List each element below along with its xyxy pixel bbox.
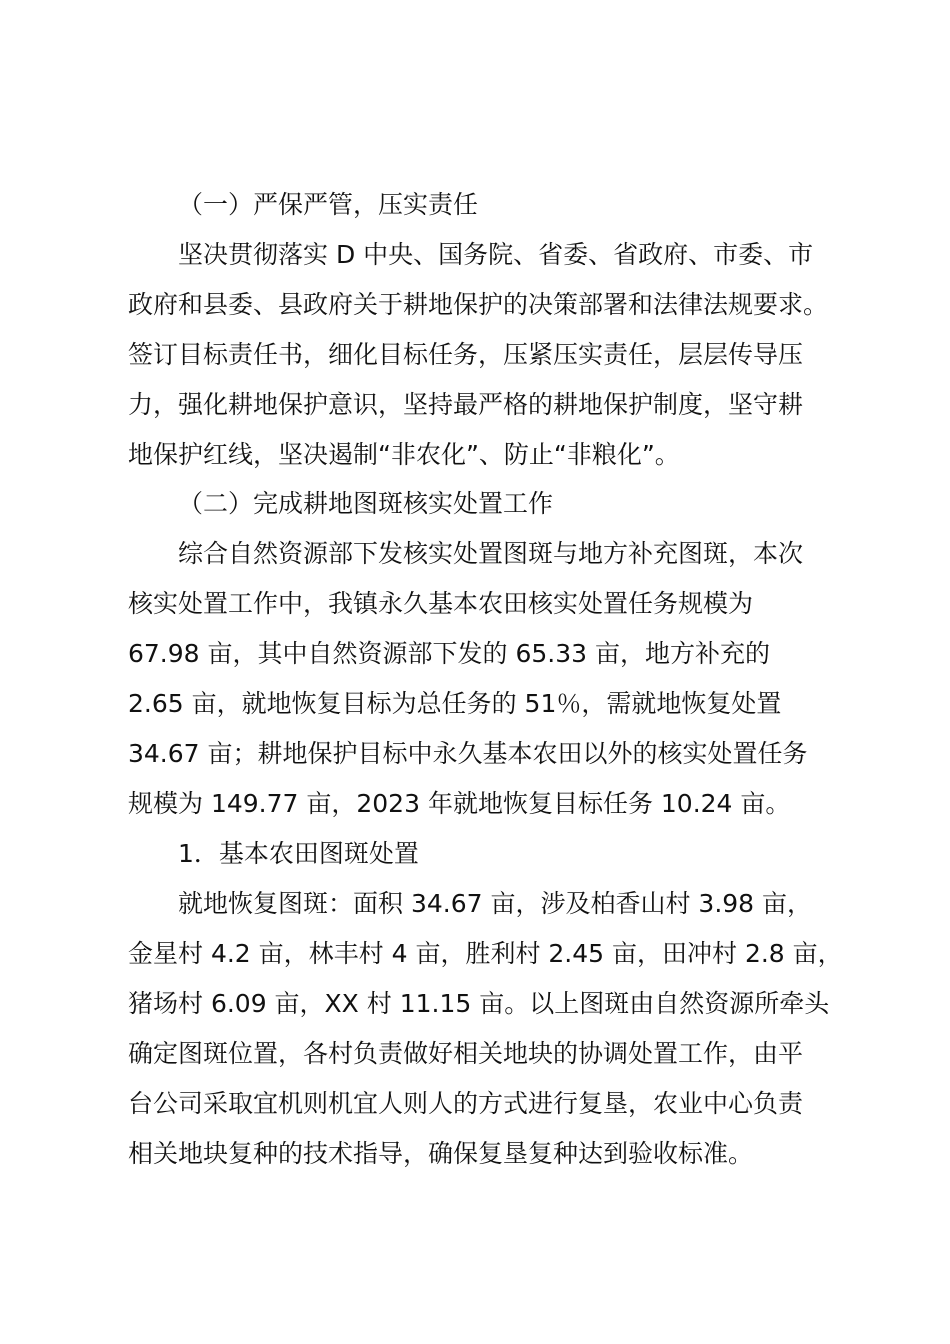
paragraph-1-line-1: 坚决贯彻落实 D 中央、国务院、省委、省政府、市委、市 [178,240,814,269]
paragraph-3-line-3: 猪场村 6.09 亩，XX 村 11.15 亩。以上图斑由自然资源所牵头 [128,989,830,1018]
section-heading-1: （一）严保严管，压实责任 [178,190,479,219]
paragraph-3-line-6: 相关地块复种的技术指导，确保复垦复种达到验收标准。 [128,1139,754,1168]
paragraph-1-line-2: 政府和县委、县政府关于耕地保护的决策部署和法律法规要求。 [128,290,829,319]
paragraph-3-line-4: 确定图斑位置，各村负责做好相关地块的协调处置工作，由平 [128,1039,804,1068]
paragraph-1-line-4: 力，强化耕地保护意识，坚持最严格的耕地保护制度，坚守耕 [128,390,804,419]
paragraph-3-line-2: 金星村 4.2 亩，林丰村 4 亩，胜利村 2.45 亩，田冲村 2.8 亩， [128,939,843,968]
paragraph-1-line-5: 地保护红线，坚决遏制“非农化”、防止“非粮化”。 [128,440,680,469]
paragraph-2-line-3: 67.98 亩，其中自然资源部下发的 65.33 亩，地方补充的 [128,639,770,668]
paragraph-2-line-4: 2.65 亩，就地恢复目标为总任务的 51％，需就地恢复处置 [128,689,782,718]
paragraph-2-line-1: 综合自然资源部下发核实处置图斑与地方补充图斑，本次 [178,539,804,568]
paragraph-2-line-6: 规模为 149.77 亩，2023 年就地恢复目标任务 10.24 亩。 [128,789,791,818]
section-heading-2: （二）完成耕地图斑核实处置工作 [178,489,554,518]
paragraph-3-line-5: 台公司采取宜机则机宜人则人的方式进行复垦，农业中心负责 [128,1089,804,1118]
paragraph-2-line-2: 核实处置工作中，我镇永久基本农田核实处置任务规模为 [128,589,754,618]
sub-heading-1: 1．基本农田图斑处置 [178,839,419,868]
paragraph-1-line-3: 签订目标责任书，细化目标任务，压紧压实责任，层层传导压 [128,340,804,369]
paragraph-3-line-1: 就地恢复图斑：面积 34.67 亩，涉及柏香山村 3.98 亩， [178,889,813,918]
paragraph-2-line-5: 34.67 亩；耕地保护目标中永久基本农田以外的核实处置任务 [128,739,808,768]
